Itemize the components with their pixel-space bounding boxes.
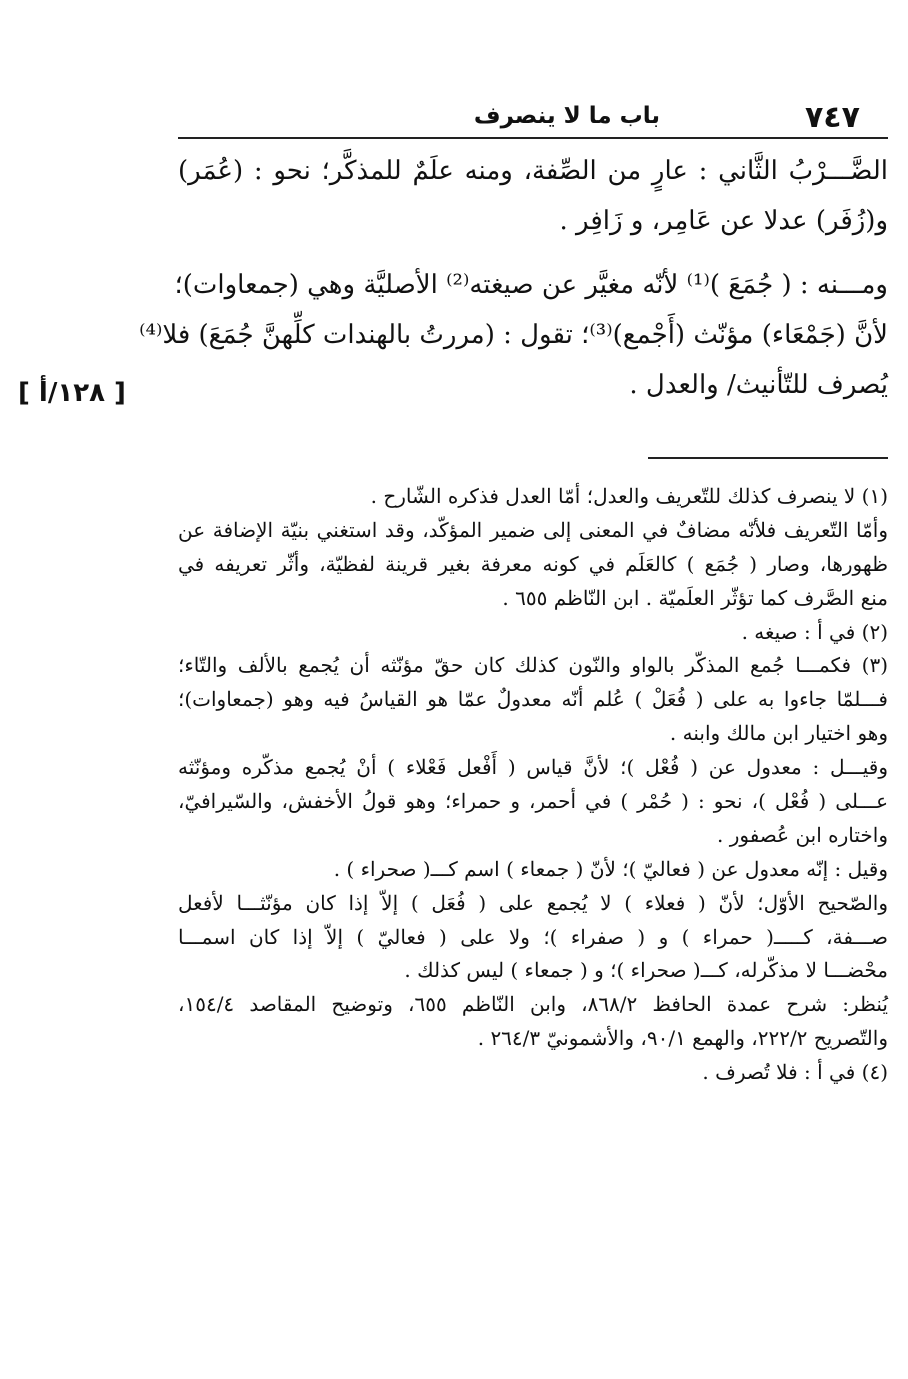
footnote-line: محْضـــا لا مذكّرله، كـــ( صحراء )؛ و ( جمعاء ) ليس كذلك .: [404, 958, 888, 983]
footnote-line: يُنظر: شرح عمدة الحافظ ٨٦٨/٢، وابن النّاظم ٦٥٥، وتوضيح المقاصد ١٥٤/٤،: [178, 992, 889, 1017]
footnote-line: فـــلمّا جاءوا به على ( فُعَلْ ) عُلم أنّه معدولٌ عمّا هو القياسُ فيه وهو (جمعاوات)؛: [178, 687, 888, 712]
footnote-line: صـــفة، كـــــ( حمراء ) و ( صفراء )؛ ولا على ( فعاليّ ) إلاّ إذا كان اسمـــا: [178, 924, 888, 949]
footnote-line: والصّحيح الأوّل؛ لأنّ ( فعلاء ) لا يُجمع على ( فُعَل ) إلاّ إذا كان مؤنّثـــا لأفعل: [178, 890, 888, 915]
footnote-line: وقيل : إنّه معدول عن ( فعاليّ )؛ لأنّ ( جمعاء ) اسم كـــ( صحراء ) .: [333, 856, 888, 881]
footnote-line: عـــلى ( فُعْل )، نحو : ( حُمْر ) في أحمر، و حمراء؛ وهو قولُ الأخفش، والسّيرافيّ،: [178, 789, 888, 814]
footnote-line: وهو اختيار ابن مالك وابنه .: [669, 721, 888, 746]
footnote-line: (٢) في أ : صيغه .: [741, 619, 888, 644]
main-line-4: لأنَّ (جَمْعَاء) مؤنّث (أَجْمع)⁽³⁾؛ تقول : (مررتُ بالهندات كلِّهنَّ جُمَعَ) فلا⁽⁴⁾: [139, 320, 888, 350]
footnote-line: وأمّا التّعريف فلأنّه مضافٌ في المعنى إلى ضمير المؤكّد، وقد استغني بنيّة الإضافة عن: [178, 517, 888, 542]
page-number: ٧٤٧: [805, 100, 860, 135]
main-text: [139, 146, 888, 410]
header-rule: [178, 137, 888, 139]
footnote-line: ظهورها، وصار ( جُمَع ) كالعَلَم في كونه معرفة بغير قرينة لفظيّة، وأثّر تعريفه في: [178, 551, 888, 576]
margin-folio-reference: [ ١٢٨/أ ]: [18, 378, 126, 408]
footnote-line: منع الصَّرف كما تؤثّر العلَميّة . ابن النّاظم ٦٥٥ .: [502, 585, 888, 610]
footnote-line: (٣) فكمـــا جُمع المذكّر بالواو والنّون كذلك كان حقّ مؤنّثه أن يُجمع بالألف والتّاء؛: [178, 653, 888, 678]
main-line-3: ومـــنه : ( جُمَعَ )⁽¹⁾ لأنّه مغيَّر عن صيغته⁽²⁾ الأصليَّة وهي (جمعاوات)؛: [174, 270, 888, 300]
main-line-2: و(زُفَر) عدلا عن عَامِر، و زَافِر .: [559, 206, 888, 236]
footnote-line: واختاره ابن عُصفور .: [716, 822, 888, 847]
footnote-line: وقيـــل : معدول عن ( فُعْل )؛ لأنَّ قياس ( أَفْعل فَعْلاء ) أنْ يُجمع مذكّره ومؤنّثه: [178, 755, 888, 780]
running-title: باب ما لا ينصرف: [473, 103, 660, 129]
main-line-1: الضَّـــرْبُ الثَّاني : عارٍ من الصِّفة، ومنه علَمٌ للمذكَّر؛ نحو : (عُمَر): [178, 156, 888, 186]
footnote-line: والتّصريح ٢٢٢/٢، والهمع ٩٠/١، والأشمونيّ ٢٦٤/٣ .: [477, 1026, 888, 1051]
footnote-separator: [648, 457, 888, 459]
main-line-5: يُصرف للتّأنيث/ والعدل .: [629, 370, 888, 400]
footnotes: [178, 480, 888, 1090]
footnote-line: (١) لا ينصرف كذلك للتّعريف والعدل؛ أمّا العدل فذكره الشّارح .: [370, 484, 888, 508]
footnote-line: (٤) في أ : فلا تُصرف .: [702, 1060, 888, 1085]
